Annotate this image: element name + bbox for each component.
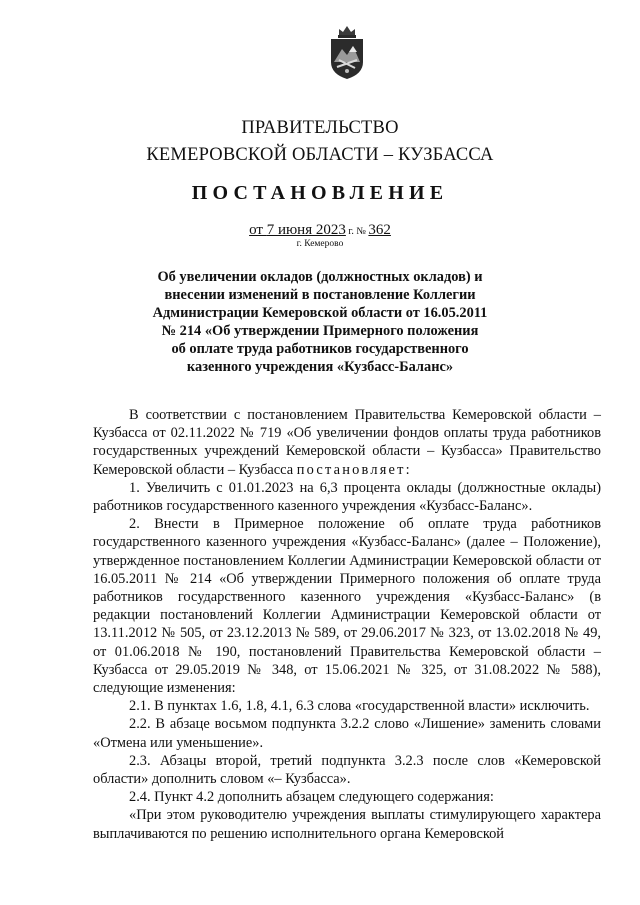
paragraph-2-4-text: «При этом руководителю учреждения выплаты стимулирующего характера выплачиваются по решению исполнительного органа Кемеровской: [93, 807, 601, 842]
document-title: [0, 268, 640, 376]
paragraph-2: 2. Внести в Примерное положение об оплате труда работников государственного казенного учреждения «Кузбасс-Баланс» (далее – Положение), утвержденное постановлением Коллегии Администрации Кемеровской области от 16.05.2011 № 214 «Об утверждении Примерного положения об оплате труда работников государственного казенного учреждения «Кузбасс-Баланс» (в редакции постановлений Коллегии Администрации Кемеровской области от 13.11.2012 № 505, от 23.12.2013 № 589, от 29.06.2017 № 323, от 13.02.2018 № 49, от 01.06.2018 № 190, постановлений Правительства Кемеровской области – Кузбасса от 29.05.2019 № 348, от 15.06.2021 № 325, от 31.08.2022 № 588), следующие изменения:: [93, 516, 601, 697]
document-number: 362: [368, 222, 391, 238]
year-suffix: г.: [345, 226, 354, 237]
title-line: Администрации Кемеровской области от 16.05.2011: [152, 305, 488, 321]
title-line: казенного учреждения «Кузбасс-Баланс»: [186, 359, 454, 375]
paragraph-2-3: 2.3. Абзацы второй, третий подпункта 3.2.3 после слов «Кемеровской области» дополнить словом «– Кузбасса».: [93, 752, 601, 788]
date-number-line: [0, 222, 640, 239]
number-prefix: №: [353, 226, 369, 237]
intro-text: В соответствии с постановлением Правительства Кемеровской области – Кузбасса от 02.11.2022 № 719 «Об увеличении фондов оплаты труда работников государственных учреждений Кемеровской области – Кузбасса» Правительство Кемеровской области – Кузбасса: [93, 407, 601, 478]
paragraph-2-1: 2.1. В пунктах 1.6, 1.8, 4.1, 6.3 слова «государственной власти» исключить.: [129, 698, 590, 715]
government-title-line1: ПРАВИТЕЛЬСТВО: [241, 118, 399, 138]
paragraph-2-2: 2.2. В абзаце восьмом подпункта 3.2.2 слово «Лишение» заменить словами «Отмена или уменьшение».: [93, 716, 601, 751]
coat-of-arms-emblem: [327, 22, 367, 82]
title-line: об оплате труда работников государственного: [171, 341, 469, 357]
document-date: 7 июня 2023: [266, 222, 346, 238]
document-body: [93, 406, 601, 843]
title-line: внесении изменений в постановление Коллегии: [164, 287, 476, 303]
document-type-heading: ПОСТАНОВЛЕНИЕ: [191, 182, 449, 204]
date-prefix: от: [249, 222, 267, 238]
title-line: Об увеличении окладов (должностных окладов) и: [157, 269, 483, 285]
intro-paragraph: [93, 406, 601, 479]
paragraph-1: 1. Увеличить с 01.01.2023 на 6,3 процента оклады (должностные оклады) работников государственного казенного учреждения «Кузбасс-Баланс».: [93, 479, 601, 515]
government-title-line2: КЕМЕРОВСКОЙ ОБЛАСТИ – КУЗБАССА: [146, 145, 494, 165]
paragraph-2-4: 2.4. Пункт 4.2 дополнить абзацем следующего содержания:: [129, 789, 494, 806]
city-label: г. Кемерово: [296, 239, 344, 249]
title-line: № 214 «Об утверждении Примерного положения: [161, 323, 479, 339]
resolves-word: постановляет:: [296, 461, 412, 478]
